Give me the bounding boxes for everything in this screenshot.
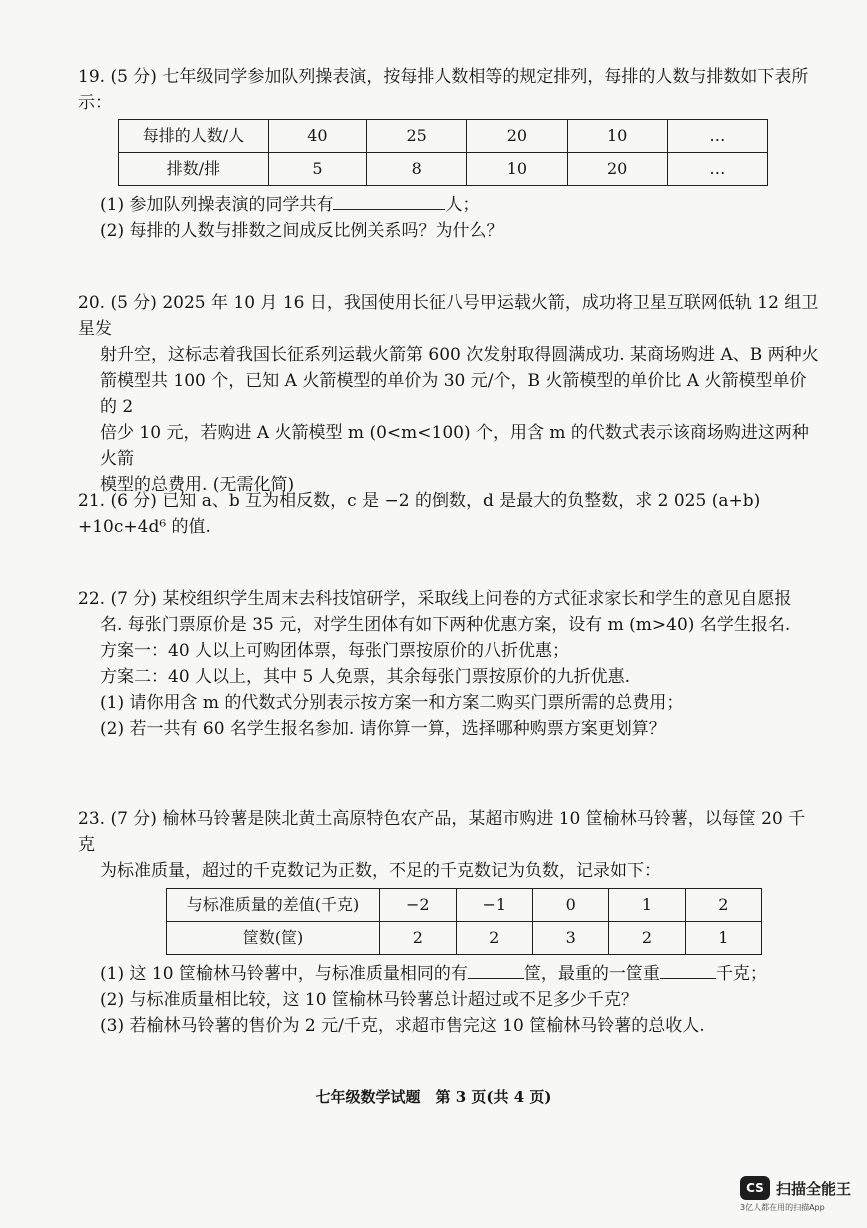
question-22 bbox=[78, 586, 820, 742]
question-19-table bbox=[118, 119, 768, 186]
answer-blank[interactable] bbox=[333, 193, 445, 210]
sub1-text: (1) 这 10 筐榆林马铃薯中，与标准质量相同的有 bbox=[100, 964, 468, 984]
sub1-text: 筐，最重的一筐重 bbox=[523, 964, 660, 984]
plan-one: 方案一：40 人以上可购团体票，每张门票按原价的八折优惠； bbox=[100, 641, 570, 661]
table-row bbox=[119, 153, 768, 186]
table-cell: 40 bbox=[268, 120, 366, 153]
question-20-line: 倍少 10 元，若购进 A 火箭模型 m (0<m<100) 个，用含 m 的代数式表示该商场购进这两种火箭 bbox=[100, 423, 809, 469]
plan-two: 方案二：40 人以上，其中 5 人免票，其余每张门票按原价的九折优惠. bbox=[100, 667, 631, 687]
table-row bbox=[167, 922, 762, 955]
question-19-sub2: (2) 每排的人数与排数之间成反比例关系吗？为什么？ bbox=[100, 221, 504, 241]
table-cell: 1 bbox=[685, 922, 761, 955]
sub1-unit: 人； bbox=[445, 195, 480, 215]
question-22-sub1: (1) 请你用含 m 的代数式分别表示按方案一和方案二购买门票所需的总费用； bbox=[100, 693, 684, 713]
table-cell: 8 bbox=[367, 153, 467, 186]
question-23-line: 23. (7 分) 榆林马铃薯是陕北黄土高原特色农产品，某超市购进 10 筐榆林马铃薯，以每筐 20 千克 bbox=[78, 809, 806, 855]
table-cell: 25 bbox=[367, 120, 467, 153]
question-20-line: 箭模型共 100 个，已知 A 火箭模型的单价为 30 元/个，B 火箭模型的单价比 A 火箭模型单价的 2 bbox=[100, 371, 807, 417]
question-23-table bbox=[166, 888, 762, 955]
table-cell: 20 bbox=[467, 120, 567, 153]
question-19 bbox=[78, 64, 820, 244]
sub1-unit: 千克； bbox=[715, 964, 767, 984]
question-21 bbox=[78, 488, 820, 540]
watermark-row bbox=[740, 1176, 851, 1200]
table-cell: 5 bbox=[268, 153, 366, 186]
question-20-line: 射升空，这标志着我国长征系列运载火箭第 600 次发射取得圆满成功. 某商场购进 A、B 两种火 bbox=[100, 345, 819, 365]
table-cell: … bbox=[667, 153, 767, 186]
sub1-text: (1) 参加队列操表演的同学共有 bbox=[100, 195, 334, 215]
table-cell: 筐数(筐) bbox=[167, 922, 380, 955]
table-cell: 10 bbox=[467, 153, 567, 186]
table-row bbox=[167, 889, 762, 922]
question-21-text: 21. (6 分) 已知 a、b 互为相反数，c 是 −2 的倒数，d 是最大的负整数，求 2 025 (a+b) +10c+4d⁶ 的值. bbox=[78, 491, 761, 537]
table-cell: 2 bbox=[609, 922, 685, 955]
table-cell: 排数/排 bbox=[119, 153, 269, 186]
table-cell: 2 bbox=[456, 922, 532, 955]
table-cell: −1 bbox=[456, 889, 532, 922]
table-cell: 10 bbox=[567, 120, 667, 153]
scanner-watermark bbox=[740, 1176, 851, 1213]
table-cell: 每排的人数/人 bbox=[119, 120, 269, 153]
page-footer: 七年级数学试题 第 3 页(共 4 页) bbox=[315, 1088, 552, 1106]
answer-blank[interactable] bbox=[468, 962, 524, 979]
question-23-line: 为标准质量，超过的千克数记为正数，不足的千克数记为负数，记录如下： bbox=[100, 861, 661, 881]
table-row bbox=[119, 120, 768, 153]
table-cell: 与标准质量的差值(千克) bbox=[167, 889, 380, 922]
table-cell: … bbox=[667, 120, 767, 153]
camscanner-logo-icon: CS bbox=[740, 1176, 770, 1200]
question-20 bbox=[78, 290, 820, 498]
table-cell: 2 bbox=[380, 922, 456, 955]
question-23-sub3: (3) 若榆林马铃薯的售价为 2 元/千克，求超市售完这 10 筐榆林马铃薯的总收人. bbox=[100, 1016, 705, 1036]
question-23-sub1 bbox=[100, 961, 820, 987]
question-19-sub1 bbox=[100, 192, 820, 218]
watermark-subtitle: 3亿人都在用的扫描App bbox=[739, 1203, 825, 1212]
question-22-sub2: (2) 若一共有 60 名学生报名参加. 请你算一算，选择哪种购票方案更划算？ bbox=[100, 719, 666, 739]
question-19-stem: 19. (5 分) 七年级同学参加队列操表演，按每排人数相等的规定排列，每排的人数与排数如下表所示： bbox=[78, 67, 809, 113]
table-cell: 1 bbox=[609, 889, 685, 922]
table-cell: 2 bbox=[685, 889, 761, 922]
table-cell: 20 bbox=[567, 153, 667, 186]
question-20-line: 20. (5 分) 2025 年 10 月 16 日，我国使用长征八号甲运载火箭，成功将卫星互联网低轨 12 组卫星发 bbox=[78, 293, 819, 339]
question-23 bbox=[78, 806, 820, 1039]
question-22-line: 22. (7 分) 某校组织学生周末去科技馆研学，采取线上问卷的方式征求家长和学生的意见自愿报 bbox=[78, 589, 792, 609]
table-cell: 0 bbox=[533, 889, 609, 922]
answer-blank[interactable] bbox=[660, 962, 716, 979]
question-23-sub2: (2) 与标准质量相比较，这 10 筐榆林马铃薯总计超过或不足多少千克？ bbox=[100, 990, 638, 1010]
question-20-line: 模型的总费用. (无需化简) bbox=[100, 475, 295, 495]
question-22-line: 名. 每张门票原价是 35 元，对学生团体有如下两种优惠方案，设有 m (m>40) 名学生报名. bbox=[100, 615, 791, 635]
table-cell: −2 bbox=[380, 889, 456, 922]
table-cell: 3 bbox=[533, 922, 609, 955]
watermark-title: 扫描全能王 bbox=[775, 1179, 851, 1198]
